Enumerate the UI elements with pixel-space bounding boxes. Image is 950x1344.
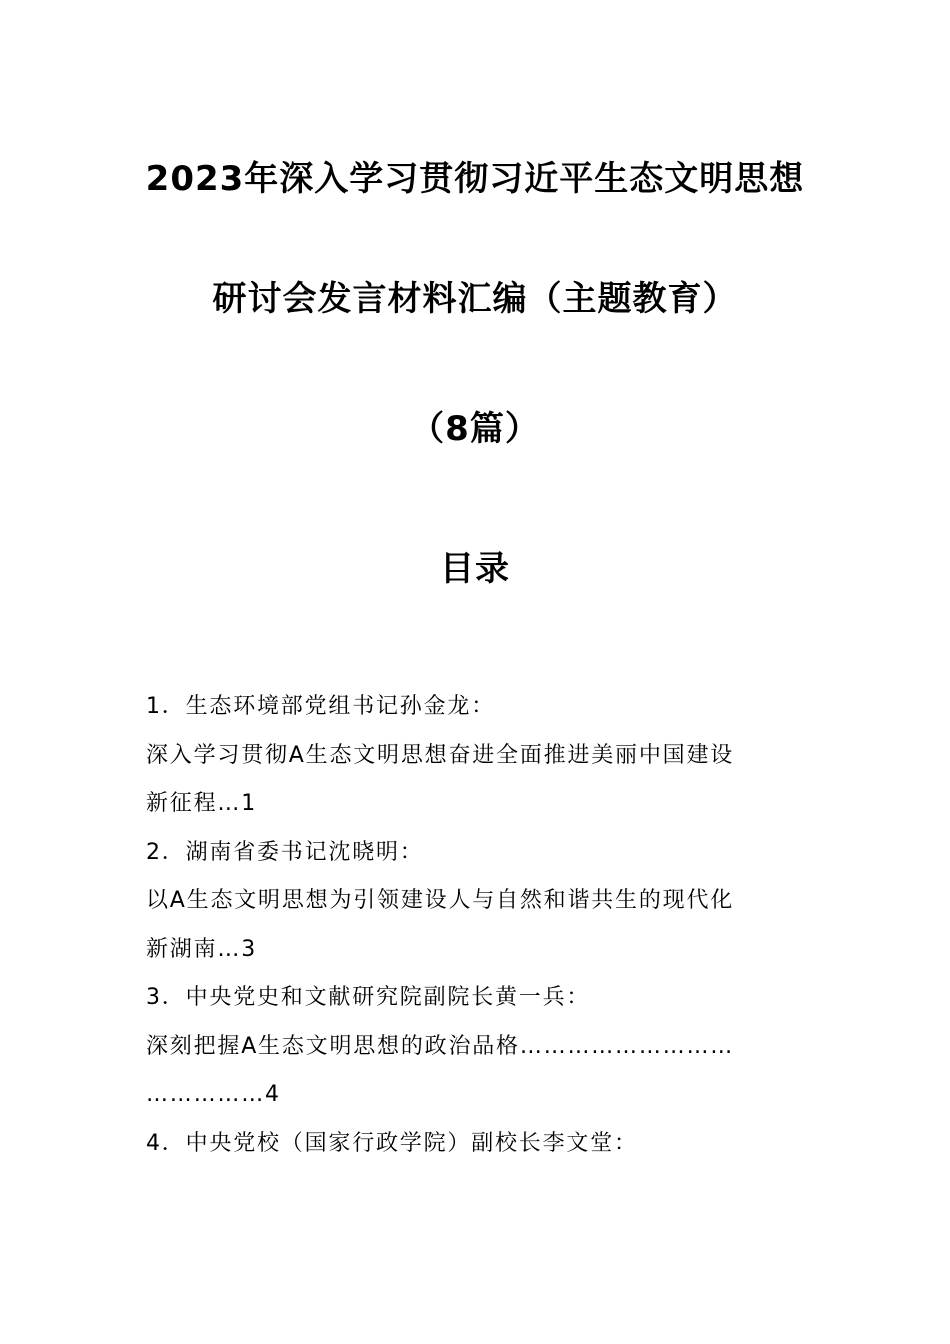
toc-item-heading: 4．中央党校（国家行政学院）副校长李文堂： <box>146 1130 638 1156</box>
toc-item-title: 以A生态文明思想为引领建设人与自然和谐共生的现代化 <box>146 888 735 913</box>
toc-item-4 <box>146 1120 826 1169</box>
document-title-line-2: 研讨会发言材料汇编（主题教育） <box>212 279 738 319</box>
document-title-count: （8篇） <box>410 409 540 449</box>
toc-item-heading: 1．生态环境部党组书记孙金龙： <box>146 694 495 719</box>
toc-item-3 <box>146 974 826 1120</box>
toc-item-title-continued: ……………4 <box>146 1082 281 1107</box>
toc-item-title: 深入学习贯彻A生态文明思想奋进全面推进美丽中国建设 <box>146 742 735 768</box>
toc-item-heading: 3．中央党史和文献研究院副院长黄一兵： <box>146 985 591 1010</box>
toc-item-title-continued: 新征程…1 <box>146 791 257 816</box>
toc-item-heading: 2．湖南省委书记沈晓明： <box>146 839 424 865</box>
toc-item-2 <box>146 829 826 975</box>
toc-heading: 目录 <box>440 549 510 589</box>
toc-item-1 <box>146 683 826 829</box>
table-of-contents <box>146 683 826 1168</box>
document-title-line-1: 2023年深入学习贯彻习近平生态文明思想 <box>145 159 805 199</box>
toc-item-title-continued: 新湖南…3 <box>146 936 257 962</box>
toc-item-title: 深刻把握A生态文明思想的政治品格……………………… <box>146 1033 735 1059</box>
